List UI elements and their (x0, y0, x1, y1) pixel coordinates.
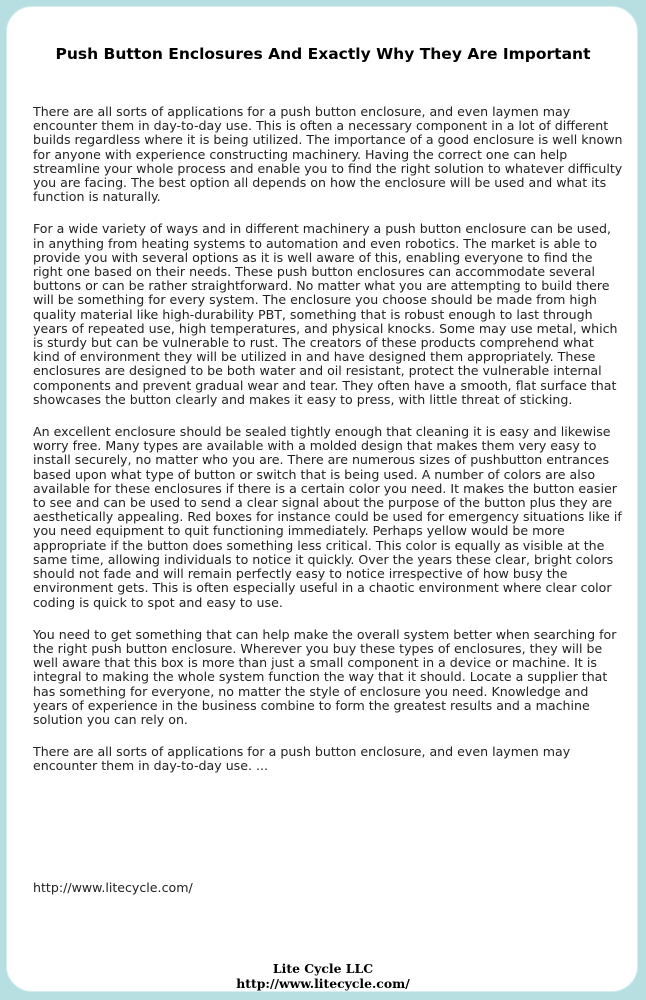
article-body (33, 105, 623, 792)
paragraph: You need to get something that can help make the overall system better when searching for the right push button enclosure. Wherever you buy these types of enclosures, they will be well aware that this box is more than just a small component in a device or machine. It is integral to making the whole system function the way that it should. Locate a supplier that has something for everyone, no matter the style of enclosure you need. Knowledge and years of experience in the business combine to form the greatest results and a machine solution you can rely on. (33, 626, 617, 727)
paragraph: There are all sorts of applications for a push button enclosure, and even laymen may encounter them in day-to-day use. ... (33, 744, 571, 774)
paragraph: An excellent enclosure should be sealed tightly enough that cleaning it is easy and likewise worry free. Many types are available with a molded design that makes them very easy to install securely, no matter who you are. There are numerous sizes of pushbutton entrances based upon what type of button or switch that is being used. A number of colors are also available for these enclosures if there is a certain color you need. It makes the button easier to see and can be used to send a clear signal about the purpose of the button plus they are aesthetically appealing. Red boxes for instance could be used for emergency situations like if you need equipment to quit functioning immediately. Perhaps yellow would be more appropriate if the button does something less critical. This color is equally as visible at the same time, allowing individuals to notice it quickly. Over the years these clear, bright colors should not fade and will remain perfectly easy to notice irrespective of how busy the environment gets. This is often especially useful in a chaotic environment where clear color coding is quick to spot and easy to use. (33, 424, 622, 610)
footer (7, 962, 639, 991)
paragraph: There are all sorts of applications for a push button enclosure, and even laymen may encounter them in day-to-day use. This is often a necessary component in a lot of different builds regardless where it is being utilized. The importance of a good enclosure is well known for anyone with experience constructing machinery. Having the correct one can help streamline your whole process and enable you to find the right solution to whatever difficulty you are facing. The best option all depends on how the enclosure will be used and what its function is naturally. (33, 104, 623, 205)
footer-company: Lite Cycle LLC (272, 961, 374, 976)
paragraph: For a wide variety of ways and in different machinery a push button enclosure can be used, in anything from heating systems to automation and even robotics. The market is able to provide you with several options as it is well aware of this, enabling everyone to find the right one based on their needs. These push button enclosures can accommodate several buttons or can be rather straightforward. No matter what you are attempting to build there will be something for every system. The enclosure you choose should be made from high quality material like high-durability PBT, something that is robust enough to last through years of repeated use, high temperatures, and physical knocks. Some may use metal, which is sturdy but can be vulnerable to rust. The creators of these products comprehend what kind of environment they will be utilized in and have designed them appropriately. These enclosures are designed to be both water and oil resistant, protect the vulnerable internal components and prevent gradual wear and tear. They often have a smooth, flat surface that showcases the button clearly and makes it easy to press, with little threat of sticking. (33, 221, 618, 407)
article-card (6, 6, 638, 992)
article-title: Push Button Enclosures And Exactly Why They Are Important (55, 45, 591, 63)
article-url-link[interactable]: http://www.litecycle.com/ (33, 880, 193, 895)
footer-url-link[interactable]: http://www.litecycle.com/ (236, 975, 410, 991)
